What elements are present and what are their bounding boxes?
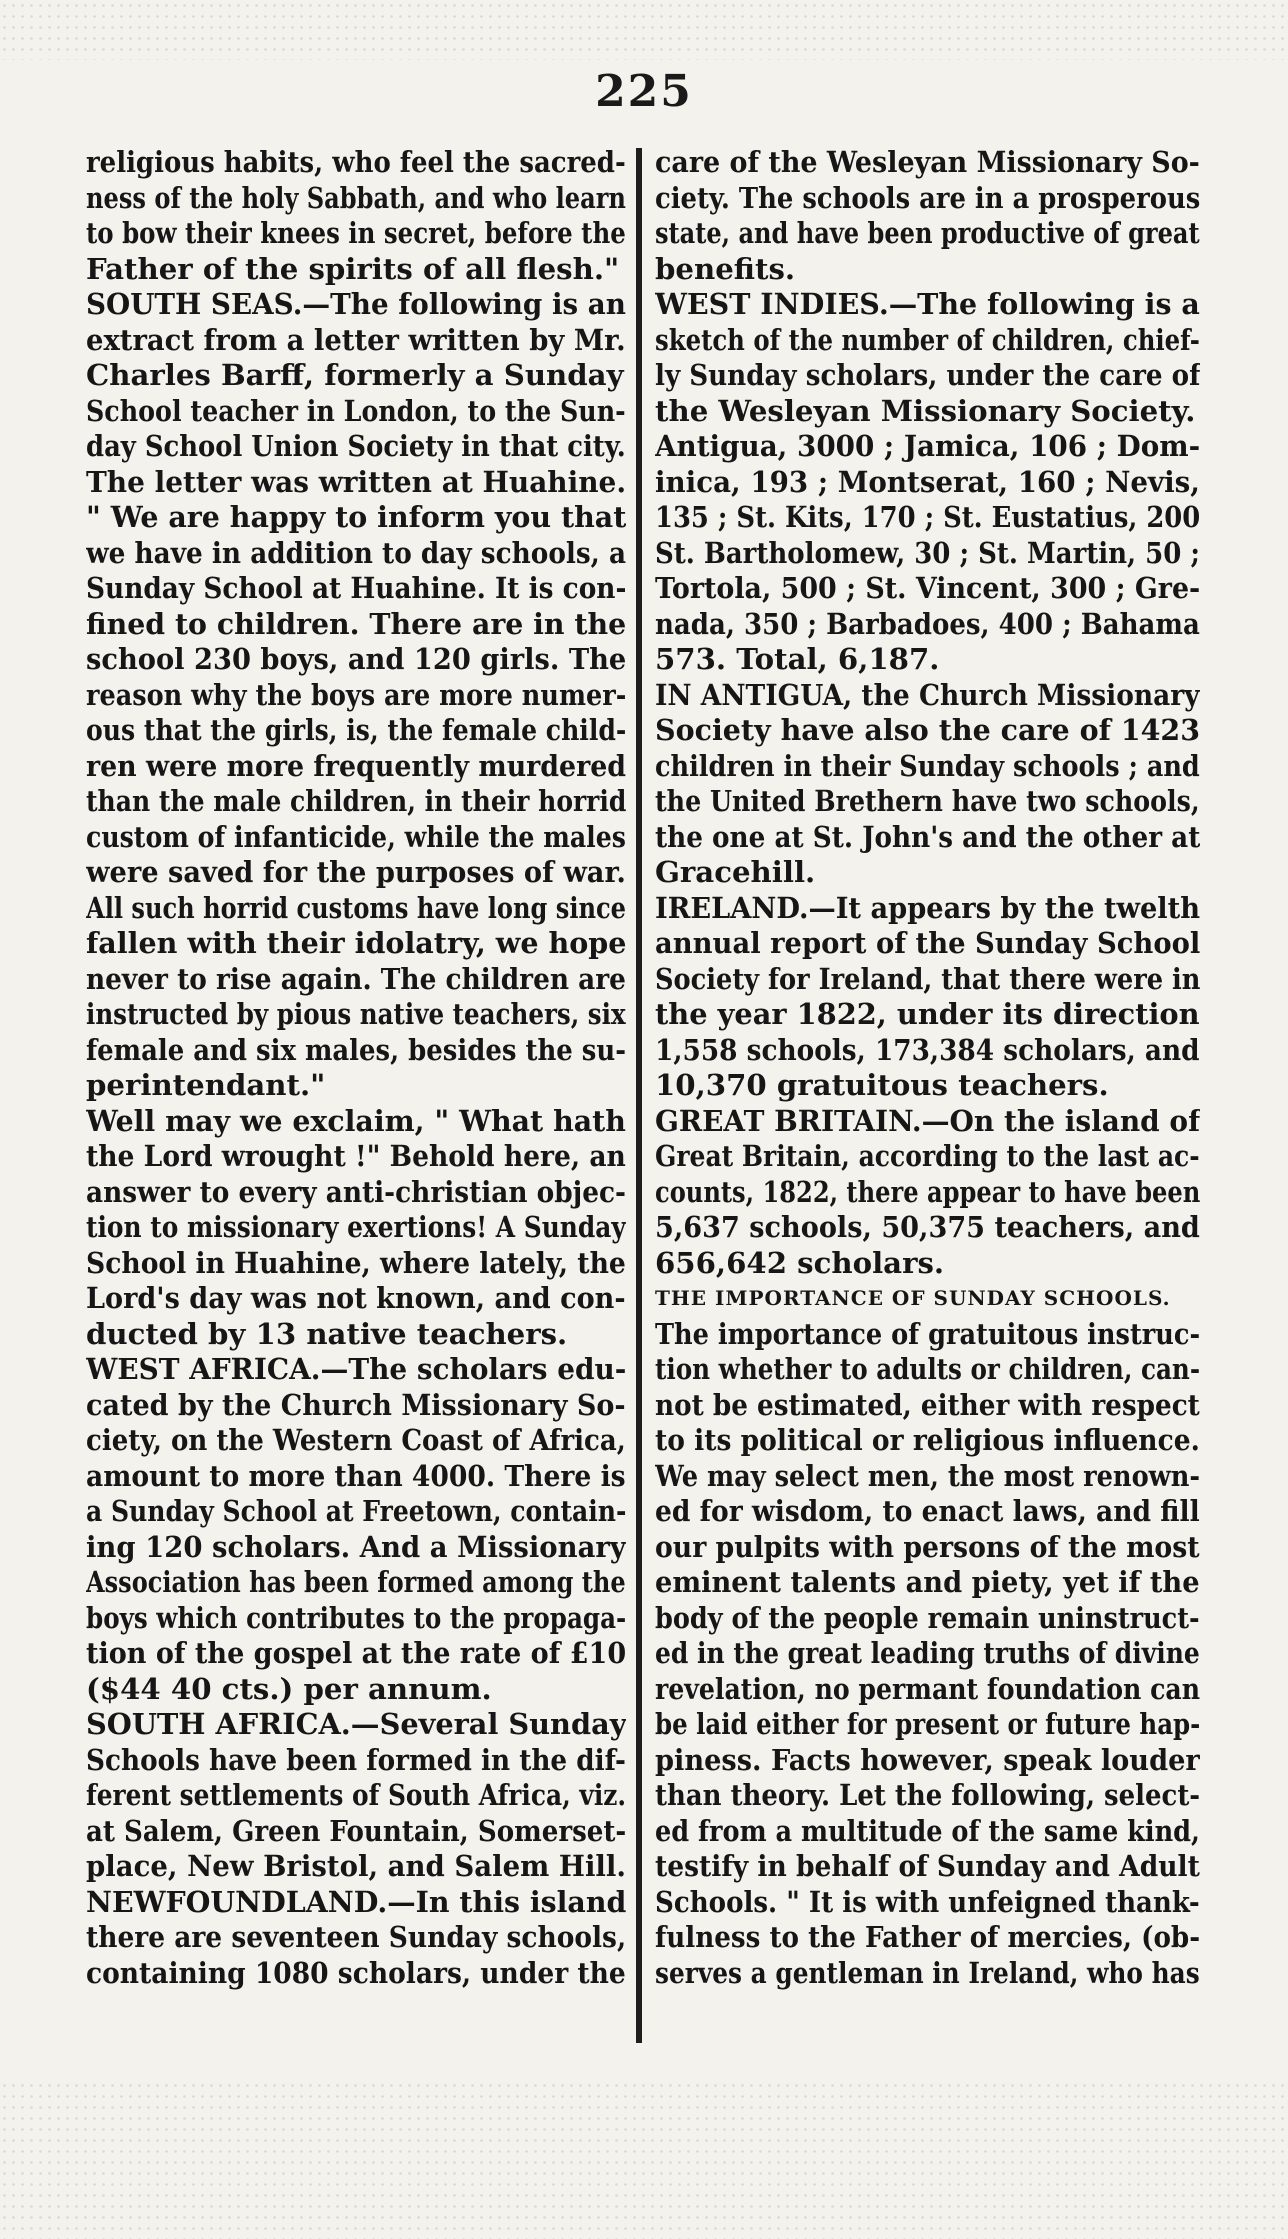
- page-number: 225: [595, 66, 693, 117]
- left-column-line: Lord's day was not known, and con-: [86, 1281, 626, 1315]
- right-column-line: body of the people remain uninstruct-: [655, 1600, 1200, 1635]
- right-column-line: The importance of gratuitous instruc-: [655, 1316, 1200, 1351]
- left-column-line: there are seventeen Sunday schools,: [86, 1920, 626, 1954]
- right-column-line: 135 ; St. Kits, 170 ; St. Eustatius, 200: [655, 500, 1200, 534]
- left-column-line: never to rise again. The children are: [86, 961, 626, 996]
- left-column-line: Schools have been formed in the dif-: [86, 1742, 626, 1777]
- right-column-line: ed in the great leading truths of divine: [655, 1636, 1200, 1670]
- left-column-line: ducted by 13 native teachers.: [86, 1316, 568, 1351]
- left-column-line: Charles Barff, formerly a Sunday: [86, 358, 624, 392]
- left-column-line: Father of the spirits of all flesh.": [86, 251, 620, 286]
- left-column-line: SOUTH SEAS.—The following is an: [86, 287, 626, 321]
- right-column-line: eminent talents and piety, yet if the: [655, 1565, 1200, 1599]
- left-column-line: the Lord wrought !" Behold here, an: [86, 1139, 626, 1173]
- left-column-line: containing 1080 scholars, under the: [86, 1955, 626, 1990]
- right-column-line: ciety. The schools are in a prosperous: [655, 180, 1200, 215]
- right-column-line: We may select men, the most renown-: [655, 1458, 1200, 1493]
- left-column-line: tion of the gospel at the rate of £10: [86, 1636, 626, 1670]
- right-column-line: tion whether to adults or children, can-: [655, 1352, 1200, 1386]
- right-column-line: children in their Sunday schools ; and: [655, 748, 1200, 783]
- right-column-line: counts, 1822, there appear to have been: [655, 1174, 1200, 1209]
- right-column-line: piness. Facts however, speak louder: [655, 1742, 1200, 1777]
- right-column-line: than theory. Let the following, select-: [655, 1778, 1200, 1812]
- right-column-line: Tortola, 500 ; St. Vincent, 300 ; Gre-: [655, 571, 1200, 605]
- right-column-line: ed for wisdom, to enact laws, and fill: [655, 1494, 1200, 1528]
- left-column-line: amount to more than 4000. There is: [86, 1458, 626, 1493]
- right-column-line: sketch of the number of children, chief-: [655, 322, 1200, 357]
- left-column-line: school 230 boys, and 120 girls. The: [86, 642, 626, 676]
- paper-speckle-top: [0, 0, 1288, 60]
- left-column-line: boys which contributes to the propaga-: [86, 1600, 626, 1635]
- left-column-line: extract from a letter written by Mr.: [86, 322, 626, 357]
- right-column-line: inica, 193 ; Montserat, 160 ; Nevis,: [655, 464, 1200, 499]
- left-column-line: ($44 40 cts.) per annum.: [86, 1671, 492, 1706]
- left-column: [86, 145, 626, 1991]
- right-column-line: the United Brethern have two schools,: [655, 784, 1200, 818]
- left-column-line: fined to children. There are in the: [86, 606, 626, 641]
- left-column-line: cated by the Church Missionary So-: [86, 1387, 626, 1422]
- left-column-line: All such horrid customs have long since: [86, 890, 626, 925]
- right-column-line: revelation, no permant foundation can: [655, 1671, 1200, 1706]
- left-column-line: ferent settlements of South Africa, viz.: [86, 1778, 626, 1812]
- right-column-line: be laid either for present or future hap-: [655, 1707, 1200, 1741]
- left-column-line: The letter was written at Huahine.: [86, 464, 626, 499]
- left-column-line: NEWFOUNDLAND.—In this island: [86, 1884, 626, 1919]
- right-column-line: serves a gentleman in Ireland, who has: [655, 1955, 1200, 1990]
- left-column-line: ren were more frequently murdered: [86, 748, 626, 783]
- left-column-line: female and six males, besides the su-: [86, 1032, 626, 1067]
- right-column-line: not be estimated, either with respect: [655, 1387, 1200, 1422]
- left-column-line: WEST AFRICA.—The scholars edu-: [86, 1352, 626, 1386]
- left-column-line: religious habits, who feel the sacred-: [86, 145, 626, 179]
- left-column-line: School in Huahine, where lately, the: [86, 1245, 626, 1280]
- right-column-line: 1,558 schools, 173,384 scholars, and: [655, 1032, 1200, 1067]
- right-column-line: Society for Ireland, that there were in: [655, 961, 1200, 996]
- left-column-line: ing 120 scholars. And a Missionary: [86, 1529, 626, 1564]
- right-column-line: Society have also the care of 1423: [655, 713, 1200, 747]
- right-column-line: GREAT BRITAIN.—On the island of: [655, 1103, 1200, 1138]
- left-column-line: fallen with their idolatry, we hope: [86, 926, 626, 960]
- right-column-line: annual report of the Sunday School: [655, 926, 1200, 960]
- right-column-line: care of the Wesleyan Missionary So-: [655, 145, 1200, 179]
- right-column-line: Antigua, 3000 ; Jamica, 106 ; Dom-: [655, 429, 1200, 463]
- left-column-line: answer to every anti-christian objec-: [86, 1174, 626, 1209]
- left-column-line: reason why the boys are more numer-: [86, 677, 626, 712]
- right-column: [655, 145, 1200, 1991]
- right-column-line: testify in behalf of Sunday and Adult: [655, 1849, 1200, 1883]
- left-column-line: ous that the girls, is, the female child-: [86, 713, 626, 747]
- column-rule: [636, 148, 642, 2043]
- left-column-line: " We are happy to inform you that: [86, 500, 626, 534]
- left-column-line: ness of the holy Sabbath, and who learn: [86, 180, 626, 215]
- right-column-line: Gracehill.: [655, 855, 816, 889]
- right-column-line: our pulpits with persons of the most: [655, 1529, 1200, 1564]
- left-column-line: Sunday School at Huahine. It is con-: [86, 571, 626, 605]
- left-column-line: custom of infanticide, while the males: [86, 819, 626, 854]
- left-column-line: were saved for the purposes of war.: [86, 855, 626, 889]
- right-column-line: state, and have been productive of great: [655, 216, 1200, 250]
- right-column-line: ed from a multitude of the same kind,: [655, 1813, 1200, 1848]
- right-column-line: 573. Total, 6,187.: [655, 642, 940, 676]
- right-column-line: the one at St. John's and the other at: [655, 819, 1200, 854]
- right-column-line: 10,370 gratuitous teachers.: [655, 1068, 1109, 1102]
- right-column-line: WEST INDIES.—The following is a: [655, 287, 1200, 321]
- right-column-line: nada, 350 ; Barbadoes, 400 ; Bahama: [655, 606, 1200, 641]
- right-column-line: Great Britain, according to the last ac-: [655, 1139, 1200, 1173]
- left-column-line: ciety, on the Western Coast of Africa,: [86, 1423, 626, 1457]
- right-column-line: St. Bartholomew, 30 ; St. Martin, 50 ;: [655, 535, 1200, 570]
- left-column-line: School teacher in London, to the Sun-: [86, 393, 626, 428]
- paper-speckle-bottom: [0, 2080, 1288, 2239]
- right-column-line: fulness to the Father of mercies, (ob-: [655, 1920, 1200, 1954]
- right-column-line: the Wesleyan Missionary Society.: [655, 393, 1196, 428]
- left-column-line: to bow their knees in secret, before the: [86, 216, 626, 250]
- left-column-line: place, New Bristol, and Salem Hill.: [86, 1849, 626, 1883]
- right-column-line: benefits.: [655, 251, 796, 286]
- right-column-line: IRELAND.—It appears by the twelth: [655, 890, 1200, 925]
- left-column-line: instructed by pious native teachers, six: [86, 997, 626, 1031]
- left-column-line: we have in addition to day schools, a: [86, 535, 626, 570]
- left-column-line: Well may we exclaim, " What hath: [86, 1103, 626, 1138]
- left-column-line: at Salem, Green Fountain, Somerset-: [86, 1813, 626, 1848]
- left-column-line: Association has been formed among the: [86, 1565, 626, 1599]
- left-column-line: SOUTH AFRICA.—Several Sunday: [86, 1707, 626, 1741]
- right-column-line: 656,642 scholars.: [655, 1245, 945, 1280]
- left-column-line: day School Union Society in that city.: [86, 429, 626, 463]
- right-column-line: 5,637 schools, 50,375 teachers, and: [655, 1210, 1200, 1244]
- right-column-line: THE IMPORTANCE OF SUNDAY SCHOOLS.: [655, 1286, 1171, 1310]
- right-column-line: Schools. " It is with unfeigned thank-: [655, 1884, 1200, 1919]
- right-column-line: ly Sunday scholars, under the care of: [655, 358, 1200, 392]
- right-column-line: IN ANTIGUA, the Church Missionary: [655, 677, 1200, 712]
- left-column-line: than the male children, in their horrid: [86, 784, 626, 818]
- left-column-line: tion to missionary exertions! A Sunday: [86, 1210, 626, 1244]
- right-column-line: to its political or religious influence.: [655, 1423, 1200, 1457]
- left-column-line: perintendant.": [86, 1068, 326, 1102]
- right-column-line: the year 1822, under its direction: [655, 997, 1200, 1031]
- left-column-line: a Sunday School at Freetown, contain-: [86, 1494, 626, 1528]
